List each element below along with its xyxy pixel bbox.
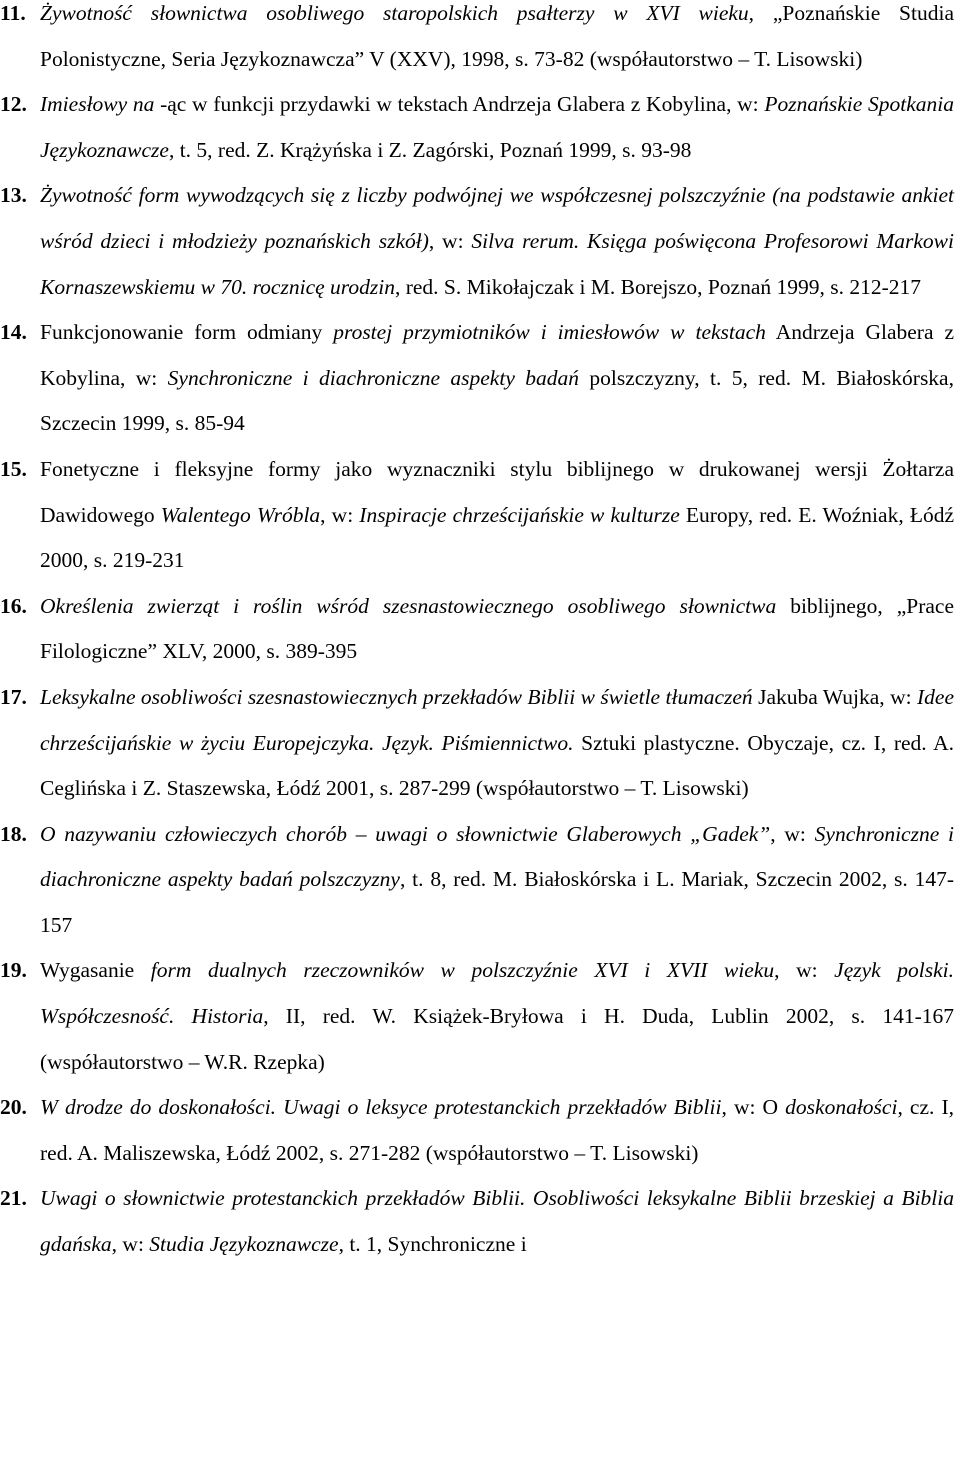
bibliography-entry (0, 948, 960, 1085)
entry-text: , red. S. Mikołajczak i M. Borejszo, Poznań 1999, s. 212-217 (394, 274, 922, 299)
entry-number: 13. (0, 183, 27, 208)
entry-text: Jakuba Wujka, w: (752, 684, 917, 709)
entry-title-italic: form dualnych rzeczowników w polszczyźnie XVI i XVII wieku (150, 958, 775, 983)
bibliography-entry (0, 1085, 960, 1176)
entry-title-italic: Język polski. Współczesność. Historia (40, 958, 955, 1029)
entry-text: , t. 8, red. M. Białoskórska i L. Mariak, Szczecin 2002, s. 147-157 (40, 867, 954, 937)
entry-text: Wygasanie (40, 958, 151, 983)
entry-number: 16. (0, 593, 27, 618)
entry-title-italic: Żywotność form wywodzących się z liczby podwójnej we współczesnej polszczyźnie (na podstawie ankiet wśród dzieci i młodzieży poznańskich szkół) (40, 183, 954, 253)
entry-text: polszczyzny, t. 5, red. M. Białoskórska, Szczecin 1999, s. 85-94 (40, 365, 954, 436)
entry-text: ąc w funkcji przydawki w tekstach Andrzeja Glabera z Kobylina, w: (167, 92, 765, 117)
entry-title-italic: doskonałości (785, 1095, 898, 1120)
entry-number: 14. (0, 320, 27, 345)
entry-text: , t. 1, Synchroniczne i (338, 1232, 527, 1257)
bibliography-entry (0, 812, 960, 949)
entry-number: 20. (0, 1095, 27, 1120)
entry-text: , w: (320, 502, 360, 527)
entry-number: 21. (0, 1186, 27, 1211)
entry-title-italic: Żywotność słownictwa osobliwego staropolskich psałterzy w XVI wieku (40, 1, 749, 25)
entry-number: 17. (0, 684, 27, 709)
entry-text: , II, red. W. Książek-Bryłowa i H. Duda, Lublin 2002, s. 141-167 (współautorstwo – W.R. Rzepka) (40, 1004, 954, 1074)
entry-title-italic: Synchroniczne i diachroniczne aspekty badań (167, 365, 579, 390)
bibliography-entry (0, 447, 960, 584)
entry-text: , w: (774, 958, 835, 983)
entry-text: Funkcjonowanie form odmiany (40, 320, 334, 345)
entry-title-italic: Silva rerum. Księga poświęcona Profesorowi Markowi Kornaszewskiemu w 70. rocznicę urodzin (40, 228, 954, 299)
entry-number: 19. (0, 958, 27, 983)
entry-text: Europy, red. E. Woźniak, Łódź 2000, s. 219-231 (40, 502, 954, 573)
entry-title-italic: O nazywaniu człowieczych chorób – uwagi o słownictwie Glaberowych „Gadek” (40, 821, 771, 846)
entry-text: , t. 5, red. Z. Krążyńska i Z. Zagórski, Poznań 1999, s. 93-98 (168, 137, 692, 162)
entry-text: , „Poznańskie Studia Polonistyczne, Seria Językoznawcza” V (XXV), 1998, s. 73-82 (współautorstwo – T. Lisowski) (40, 1, 954, 71)
entry-text: Sztuki plastyczne. Obyczaje, cz. I, red. A. Ceglińska i Z. Staszewska, Łódź 2001, s. 287-299 (współautorstwo – T. Lisowski) (40, 730, 955, 801)
entry-number: 12. (0, 92, 27, 117)
bibliography-entry (0, 0, 960, 82)
entry-title-italic: Poznańskie Spotkania Językoznawcze (40, 92, 954, 162)
entry-number: 18. (0, 821, 27, 846)
entry-text: , cz. I, red. A. Maliszewska, Łódź 2002, s. 271-282 (współautorstwo – T. Lisowski) (40, 1095, 954, 1165)
entry-title-italic: Studia Językoznawcze (149, 1232, 339, 1257)
entry-text: , w: (770, 821, 815, 846)
entry-title-italic: Imiesłowy na - (40, 92, 168, 117)
entry-title-italic: Określenia zwierząt i roślin wśród szesnastowiecznego osobliwego słownictwa (40, 593, 777, 618)
bibliography-entry (0, 173, 960, 310)
entry-text: Fonetyczne i fleksyjne formy jako wyznaczniki stylu biblijnego w drukowanej wersji Żołtarza Dawidowego (40, 456, 954, 527)
bibliography-entry (0, 310, 960, 447)
bibliography-entry (0, 82, 960, 173)
entry-number: 11. (0, 1, 26, 25)
entry-text: biblijnego, „Prace Filologiczne” XLV, 2000, s. 389-395 (40, 593, 954, 664)
entry-number: 15. (0, 456, 27, 481)
entry-text: Andrzeja Glabera z Kobylina, w: (40, 320, 955, 390)
entry-title-italic: Inspiracje chrześcijańskie w kulturze (359, 502, 680, 527)
entry-text: , w: (111, 1232, 150, 1257)
entry-title-italic: Leksykalne osobliwości szesnastowiecznych przekładów Biblii w świetle tłumaczeń (40, 684, 753, 709)
bibliography-entry (0, 584, 960, 675)
entry-title-italic: Synchroniczne i diachroniczne aspekty badań polszczyzny (40, 821, 954, 892)
entry-title-italic: W drodze do doskonałości. Uwagi o leksyce protestanckich przekładów Biblii (40, 1095, 722, 1120)
entry-title-italic: Walentego Wróbla (160, 502, 321, 527)
entry-text: , w: (428, 228, 472, 253)
entry-title-italic: prostej przymiotników i imiesłowów w tekstach (333, 320, 766, 345)
entry-text: , w: O (721, 1095, 786, 1120)
entry-title-italic: Idee chrześcijańskie w życiu Europejczyka. Język. Piśmiennictwo. (40, 684, 954, 755)
bibliography-entry (0, 675, 960, 812)
entry-title-italic: Uwagi o słownictwie protestanckich przekładów Biblii. Osobliwości leksykalne Biblii brzeskiej a Biblia gdańska (40, 1186, 954, 1257)
bibliography-entry (0, 1176, 960, 1267)
